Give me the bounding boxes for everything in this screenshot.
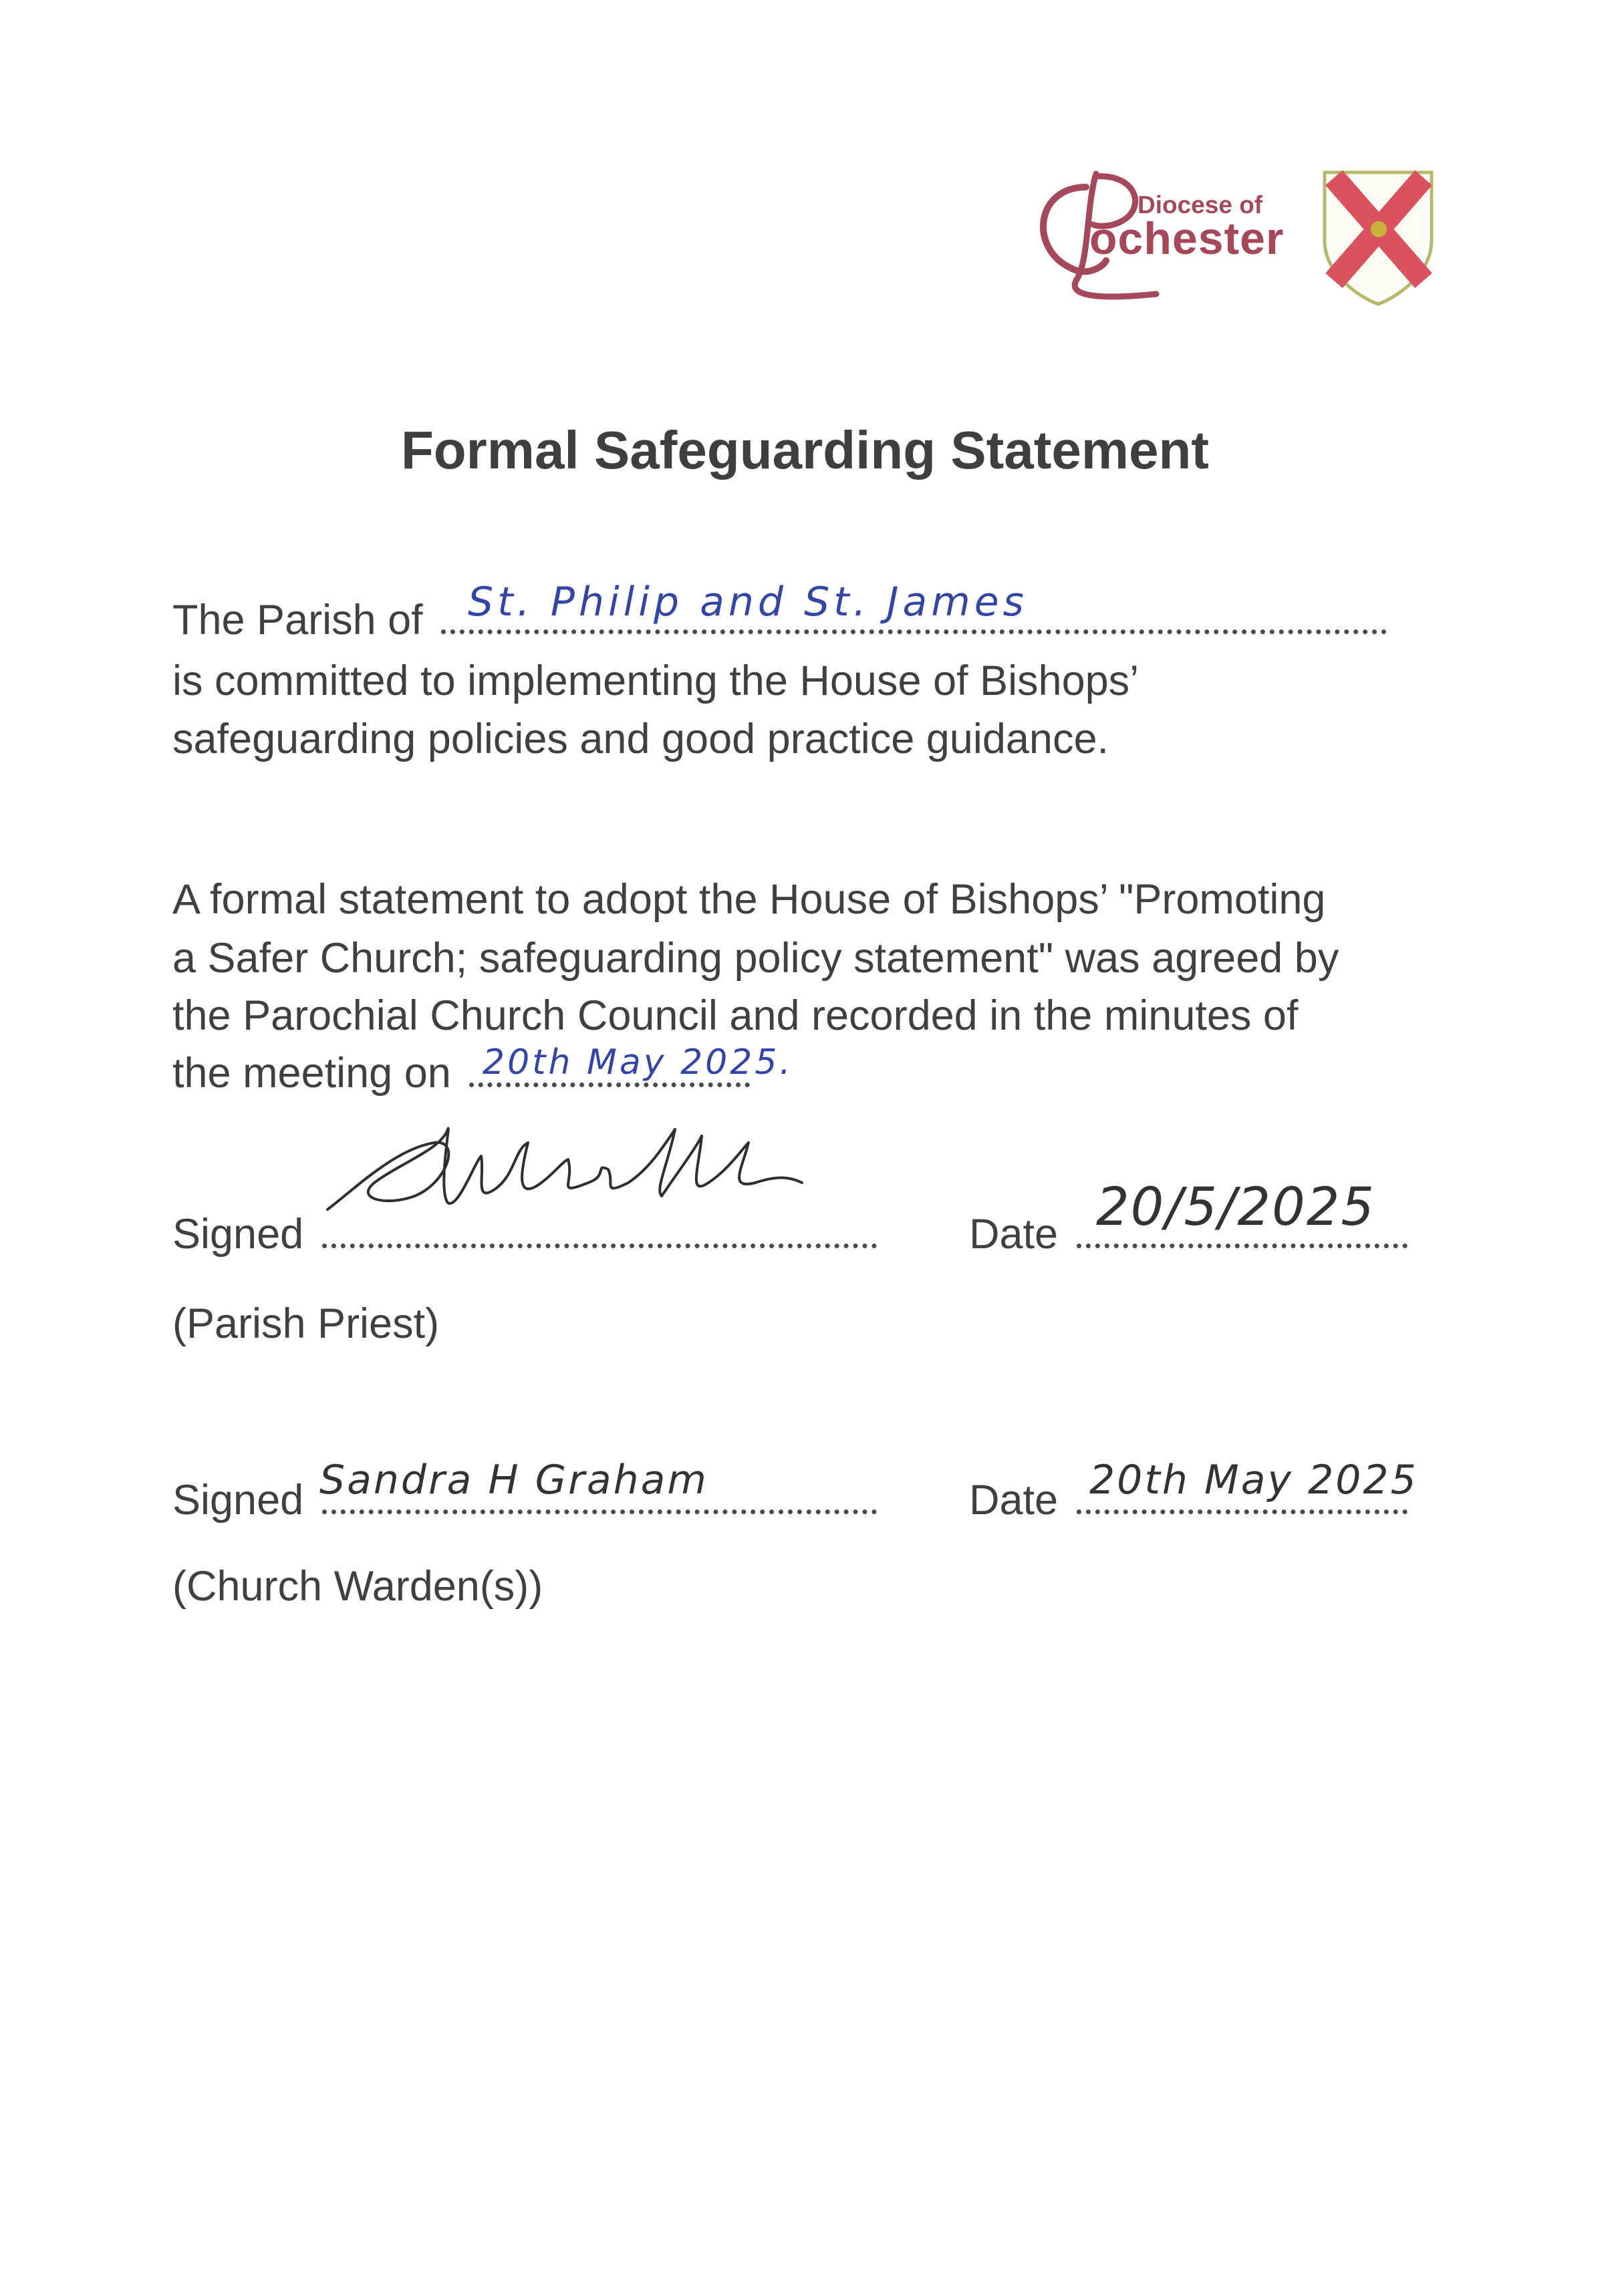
priest-role: (Parish Priest) (172, 1300, 440, 1347)
statement-line-1: A formal statement to adopt the House of Bishops’ "Promoting (172, 876, 1326, 923)
logo-diocese-text: Diocese of (1137, 191, 1263, 219)
priest-date-handwriting: 20/5/2025 (1096, 1177, 1375, 1238)
priest-signature (314, 1109, 822, 1243)
meeting-label: the meeting on (172, 1050, 451, 1097)
statement-line-2: a Safer Church; safeguarding policy statement" was agreed by (172, 935, 1339, 982)
meeting-date-handwriting: 20th May 2025. (483, 1042, 793, 1083)
parish-name-handwriting: St. Philip and St. James (468, 579, 1028, 625)
commitment-line-3: safeguarding policies and good practice guidance. (172, 716, 1109, 762)
parish-dotted-line (441, 624, 1387, 634)
priest-date-label: Date (969, 1211, 1059, 1258)
logo-rochester-text: ochester (1089, 213, 1285, 264)
warden-role: (Church Warden(s)) (172, 1563, 543, 1610)
warden-signed-label: Signed (172, 1477, 304, 1524)
warden-date-label: Date (969, 1477, 1059, 1524)
priest-date-dotted-line (1077, 1238, 1407, 1248)
priest-signed-label: Signed (172, 1211, 304, 1258)
parish-label: The Parish of (172, 597, 423, 643)
warden-date-handwriting: 20th May 2025 (1089, 1457, 1418, 1503)
warden-signature-handwriting: Sandra H Graham (319, 1457, 708, 1503)
document-title: Formal Safeguarding Statement (400, 420, 1210, 480)
warden-date-dotted-line (1077, 1504, 1407, 1514)
diocese-logo (1023, 167, 1444, 314)
commitment-line-2: is committed to implementing the House of Bishops’ (172, 658, 1139, 704)
statement-line-3: the Parochial Church Council and recorded in the minutes of (172, 992, 1299, 1039)
warden-signature-dotted-line (322, 1504, 877, 1514)
